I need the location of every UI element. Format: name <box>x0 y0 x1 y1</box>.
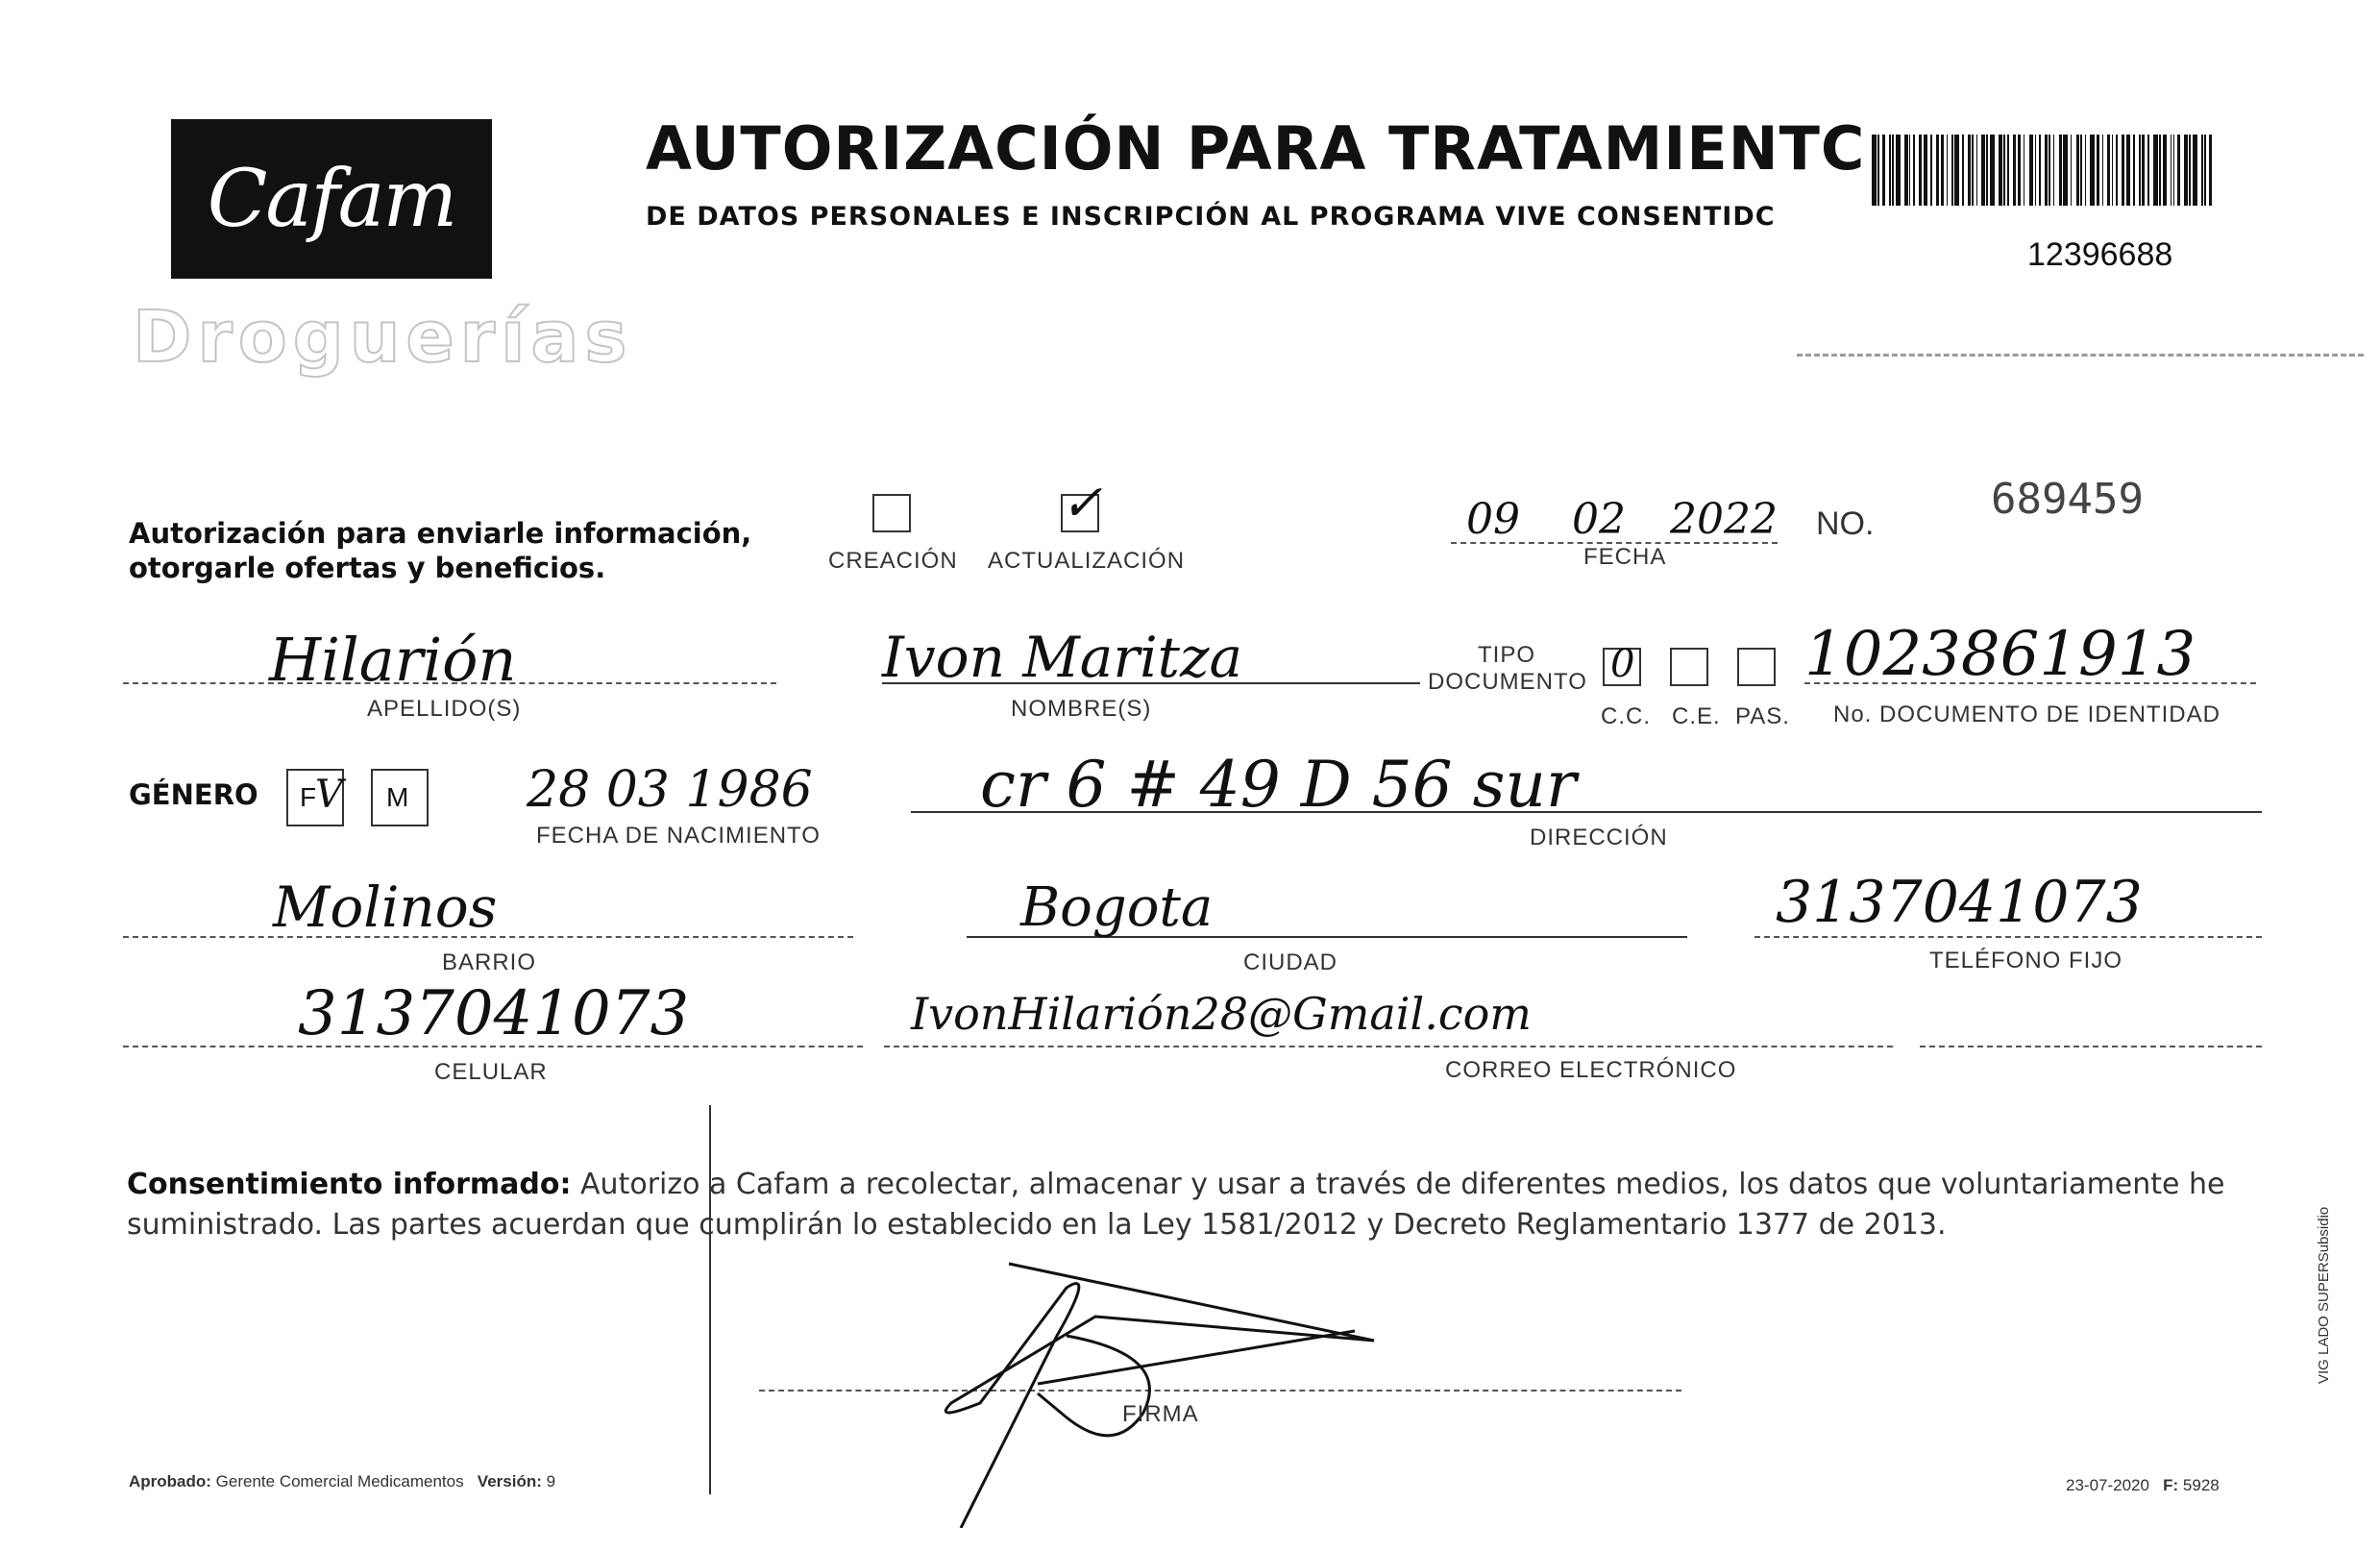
doc-cc-checkbox[interactable] <box>1603 642 1641 686</box>
footer-date-info <box>2066 1476 2220 1495</box>
email-label: CORREO ELECTRÓNICO <box>1445 1057 1737 1083</box>
barcode-bar <box>2173 135 2175 206</box>
brand-name: Cafam <box>207 153 456 245</box>
barcode-bar <box>2063 135 2068 206</box>
gender-m-checkbox[interactable] <box>371 769 429 826</box>
neighborhood-value: Molinos <box>273 875 498 940</box>
barcode-bar <box>2116 135 2118 206</box>
barcode-bar <box>2107 135 2110 206</box>
consent-heading: Consentimiento informado: <box>127 1168 572 1201</box>
barcode-bar <box>1882 135 1885 206</box>
doc-cc-mark: 0 <box>1610 642 1635 686</box>
barcode <box>1872 135 2258 206</box>
barcode-bar <box>1999 135 2001 206</box>
divider <box>1797 354 2364 357</box>
mobile-label: CELULAR <box>434 1059 548 1085</box>
barcode-bar <box>2102 135 2104 206</box>
birth-date-value: 28 03 1986 <box>527 761 813 819</box>
name-label: NOMBRE(S) <box>1011 696 1152 722</box>
authorization-text-2: otorgarle ofertas y beneficios. <box>129 552 606 584</box>
signature-label: FIRMA <box>1122 1401 1199 1427</box>
doc-type-label-1: TIPO <box>1478 642 1536 668</box>
cafam-logo <box>171 119 492 279</box>
mobile-value: 3137041073 <box>298 978 690 1049</box>
sub-brand: Droguerías <box>133 296 633 379</box>
form-subtitle: DE DATOS PERSONALES E INSCRIPCIÓN AL PROGRAMA VIVE CONSENTIDC <box>646 202 1776 232</box>
barcode-bar <box>2090 135 2095 206</box>
barcode-bar <box>2139 135 2141 206</box>
barcode-bar <box>1968 135 1971 206</box>
barcode-bar <box>2013 135 2016 206</box>
update-checkbox[interactable] <box>1061 475 1103 532</box>
gender-m-label: M <box>386 782 409 812</box>
barcode-bar <box>2085 135 2087 206</box>
barcode-bar <box>2159 135 2161 206</box>
barcode-bar <box>1872 135 1877 206</box>
barcode-bar <box>2035 135 2037 206</box>
barcode-bar <box>2112 135 2114 206</box>
doc-ce-checkbox[interactable] <box>1670 648 1708 686</box>
address-label: DIRECCIÓN <box>1530 825 1668 850</box>
version-value: 9 <box>546 1472 556 1490</box>
barcode-bar <box>2024 135 2025 206</box>
barcode-bar <box>2007 135 2009 206</box>
barcode-bar <box>1892 135 1894 206</box>
footer-date: 23-07-2020 <box>2066 1476 2149 1494</box>
barcode-bar <box>2184 135 2187 206</box>
barcode-bar <box>2071 135 2073 206</box>
barcode-bar <box>2193 135 2197 206</box>
barcode-bar <box>2029 135 2034 206</box>
date-year: 2022 <box>1670 495 1778 544</box>
doc-ce-label: C.E. <box>1672 703 1721 729</box>
email-value: IvonHilarión28@Gmail.com <box>911 988 1532 1040</box>
update-check-mark: ✓ <box>1061 475 1103 532</box>
barcode-bar <box>2171 135 2172 206</box>
barcode-bar <box>1954 135 1959 206</box>
barcode-bar <box>1962 135 1964 206</box>
doc-number-label: No. DOCUMENTO DE IDENTIDAD <box>1833 702 2221 727</box>
form-number: 689459 <box>1991 475 2144 524</box>
barcode-bar <box>2189 135 2191 206</box>
date-label: FECHA <box>1583 544 1667 570</box>
barcode-bar <box>2209 135 2212 206</box>
doc-cc-label: C.C. <box>1601 703 1651 729</box>
barcode-bar <box>1909 135 1911 206</box>
consent-body: Autorizo a Cafam a recolectar, almacenar y usar a través de diferentes medios, los datos que voluntariamente he suministrado. Las partes acuerdan que cumplirán lo establecido en la Ley 1581/2012 y Decreto Reglamentario 1377 de 2013. <box>127 1168 2225 1242</box>
authorization-text-1: Autorización para enviarle información, <box>129 517 752 550</box>
gender-label: GÉNERO <box>129 778 258 811</box>
gender-f-checkbox[interactable] <box>286 769 344 826</box>
barcode-bar <box>1904 135 1907 206</box>
gender-f-mark: V <box>315 773 343 817</box>
doc-pas-checkbox[interactable] <box>1737 648 1776 686</box>
barcode-bar <box>1889 135 1891 206</box>
barcode-bar <box>1877 135 1879 206</box>
barcode-bar <box>1896 135 1901 206</box>
barcode-bar <box>2049 135 2050 206</box>
barcode-bar <box>2018 135 2021 206</box>
address-value: cr 6 # 49 D 56 sur <box>980 748 1577 822</box>
barcode-bar <box>2204 135 2206 206</box>
barcode-bar <box>2076 135 2079 206</box>
barcode-bar <box>1972 135 1974 206</box>
landline-label: TELÉFONO FIJO <box>1929 948 2123 973</box>
barcode-bar <box>1947 135 1949 206</box>
number-label: NO. <box>1816 505 1875 542</box>
approved-label: Aprobado: <box>129 1472 211 1490</box>
city-label: CIUDAD <box>1243 949 1338 975</box>
doc-type-label-2: DOCUMENTO <box>1428 669 1587 695</box>
creation-label: CREACIÓN <box>828 548 958 574</box>
doc-pas-label: PAS. <box>1735 703 1790 729</box>
side-text: VIG LADO SUPERSubsidio <box>2316 1206 2332 1384</box>
signature-drawing <box>922 1249 1480 1528</box>
barcode-bar <box>2163 135 2166 206</box>
barcode-bar <box>2097 135 2099 206</box>
barcode-bar <box>1981 135 1984 206</box>
form-title: AUTORIZACIÓN PARA TRATAMIENTC <box>646 113 1866 184</box>
form-code-value: 5928 <box>2182 1476 2220 1494</box>
creation-checkbox[interactable] <box>872 494 911 532</box>
birth-date-label: FECHA DE NACIMIENTO <box>536 823 821 849</box>
doc-number-value: 1023861913 <box>1804 619 2196 690</box>
barcode-bar <box>1986 135 1988 206</box>
barcode-bar <box>2133 135 2135 206</box>
barcode-bar <box>1936 135 1939 206</box>
barcode-bar <box>1913 135 1915 206</box>
barcode-bar <box>1990 135 1995 206</box>
landline-value: 3137041073 <box>1776 869 2143 936</box>
barcode-bar <box>1930 135 1932 206</box>
barcode-bar <box>1919 135 1922 206</box>
barcode-bar <box>2177 135 2180 206</box>
version-label: Versión: <box>477 1472 542 1490</box>
barcode-bar <box>2122 135 2124 206</box>
fold-line <box>709 1105 711 1494</box>
barcode-bar <box>2059 135 2062 206</box>
surname-value: Hilarión <box>269 625 517 695</box>
barcode-bar <box>2039 135 2041 206</box>
barcode-number: 12396688 <box>2027 236 2173 273</box>
barcode-bar <box>2126 135 2131 206</box>
form-code-label: F: <box>2163 1476 2179 1494</box>
barcode-bar <box>1951 135 1953 206</box>
barcode-bar <box>1924 135 1928 206</box>
neighborhood-label: BARRIO <box>442 949 537 975</box>
extra-line <box>1920 1005 2262 1047</box>
consent-paragraph <box>127 1165 2250 1245</box>
barcode-bar <box>1976 135 1978 206</box>
approved-info <box>129 1472 555 1491</box>
barcode-bar <box>1941 135 1944 206</box>
date-month: 02 <box>1572 495 1626 544</box>
city-value: Bogota <box>1020 876 1214 939</box>
barcode-bar <box>2045 135 2048 206</box>
gender-f-label: F <box>300 782 317 812</box>
surname-label: APELLIDO(S) <box>367 696 522 722</box>
barcode-bar <box>2142 135 2145 206</box>
name-value: Ivon Maritza <box>882 625 1243 690</box>
date-day: 09 <box>1466 495 1520 544</box>
update-label: ACTUALIZACIÓN <box>988 548 1186 574</box>
approved-value: Gerente Comercial Medicamentos <box>215 1472 464 1490</box>
barcode-bar <box>2003 135 2005 206</box>
barcode-bar <box>2201 135 2203 206</box>
barcode-bar <box>2053 135 2055 206</box>
barcode-bar <box>2153 135 2158 206</box>
barcode-bar <box>2080 135 2082 206</box>
barcode-bar <box>2147 135 2149 206</box>
